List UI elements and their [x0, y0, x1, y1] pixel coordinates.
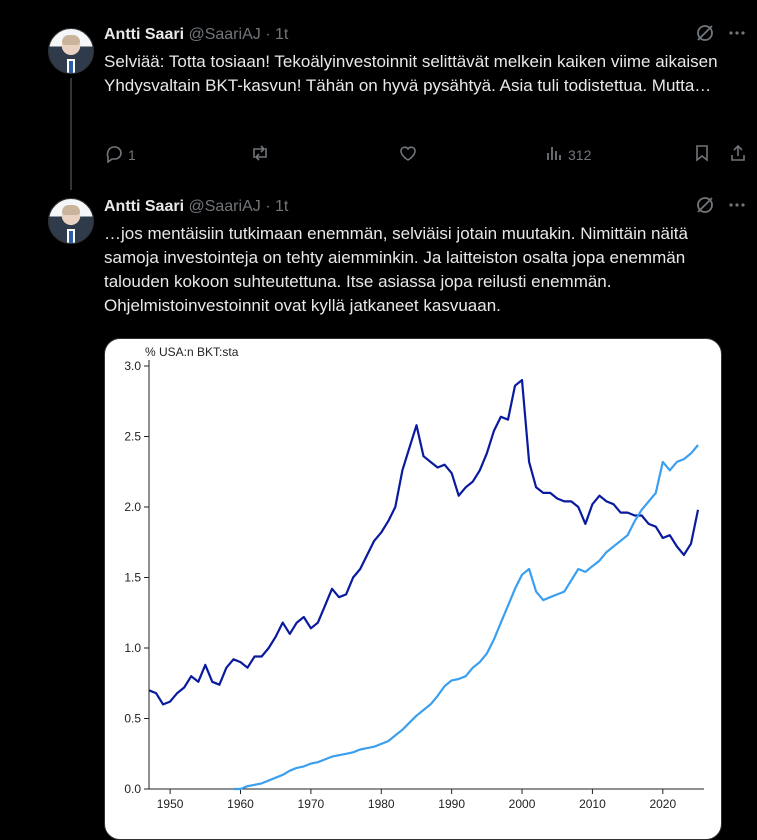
separator-dot: ·	[265, 26, 271, 43]
post-1[interactable]	[0, 0, 757, 190]
author-name[interactable]: Antti Saari	[104, 198, 185, 215]
y-tick-label: 0.5	[124, 711, 141, 726]
share-icon	[728, 143, 748, 166]
separator-dot: ·	[265, 198, 271, 215]
views-button[interactable]	[544, 143, 591, 166]
author-name[interactable]: Antti Saari	[104, 26, 185, 43]
bookmark-button[interactable]	[692, 143, 712, 166]
chart-series	[149, 380, 698, 789]
post-time[interactable]: 1t	[274, 26, 289, 43]
like-icon	[398, 143, 418, 166]
post-header	[104, 25, 288, 45]
y-axis-label: % USA:n BKT:sta	[145, 345, 239, 359]
x-tick-label: 1990	[438, 797, 466, 811]
reply-button[interactable]	[104, 143, 136, 166]
like-button[interactable]	[398, 143, 418, 166]
post-top-icons	[695, 197, 747, 217]
grok-icon[interactable]	[695, 23, 715, 48]
post-text: …jos mentäisiin tutkimaan enemmän, selviäisi jotain muutakin. Nimittäin näitä samoja investointeja on tehty aiemminkin. Ja laitteiston osalta jopa enemmän talouden kokoon suhteutettuna. Itse asiassa jopa reilusti enemmän. Ohjelmistoinvestoinnit ovat kyllä jatkaneet kasvuaan.	[104, 224, 688, 315]
chart-axes	[124, 359, 704, 811]
y-tick-label: 1.5	[124, 570, 141, 585]
x-tick-label: 2000	[508, 797, 536, 811]
series-line-1	[149, 380, 698, 704]
post-top-icons	[695, 25, 747, 45]
x-tick-label: 1950	[156, 797, 184, 811]
more-icon[interactable]	[727, 195, 747, 220]
repost-icon	[249, 143, 271, 166]
views-icon	[544, 143, 564, 166]
x-tick-label: 2020	[649, 797, 677, 811]
post-time[interactable]: 1t	[274, 198, 289, 215]
x-tick-label: 1970	[297, 797, 325, 811]
grok-icon[interactable]	[695, 195, 715, 220]
post-header	[104, 197, 288, 217]
repost-button[interactable]	[249, 143, 271, 166]
author-handle[interactable]: @SaariAJ	[188, 26, 261, 43]
more-icon[interactable]	[727, 23, 747, 48]
y-tick-label: 1.0	[124, 641, 141, 655]
x-tick-label: 1980	[367, 797, 395, 811]
y-tick-label: 0.0	[124, 782, 141, 796]
author-handle[interactable]: @SaariAJ	[188, 198, 261, 215]
reply-count: 1	[128, 146, 136, 163]
x-tick-label: 2010	[579, 797, 606, 811]
line-chart	[105, 339, 721, 839]
bookmark-icon	[692, 143, 712, 166]
avatar[interactable]	[48, 28, 94, 74]
chart-image[interactable]	[104, 338, 722, 840]
action-bar	[104, 143, 747, 165]
avatar[interactable]	[48, 198, 94, 244]
y-tick-label: 2.0	[124, 500, 141, 514]
y-tick-label: 2.5	[124, 429, 141, 444]
reply-icon	[104, 143, 124, 166]
post-text: Selviää: Totta tosiaan! Tekoälyinvestoinnit selittävät melkein kaiken viime aikaisen Yhdysvaltain BKT-kasvun! Tähän on hyvä pysähtyä. Asia tuli todistettua. Mutta…	[104, 52, 718, 95]
share-button[interactable]	[728, 143, 748, 166]
view-count: 312	[568, 146, 592, 163]
y-tick-label: 3.0	[124, 359, 141, 373]
x-tick-label: 1960	[227, 797, 254, 811]
